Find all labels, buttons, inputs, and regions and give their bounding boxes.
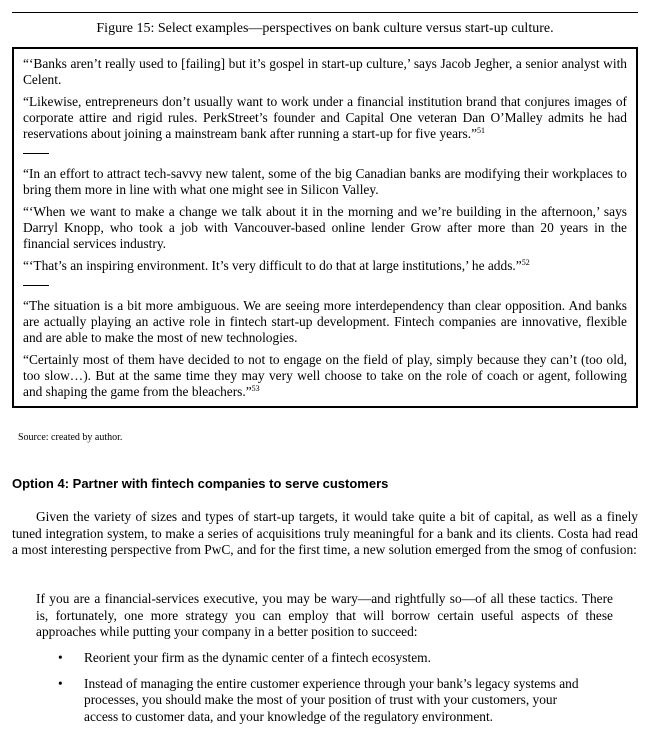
section-heading: Option 4: Partner with fintech companies to serve customers — [12, 476, 389, 491]
figure-source: Source: created by author. — [18, 432, 123, 443]
quote-paragraph: “‘When we want to make a change we talk about it in the morning and we’re building in the afternoon,’ says Darryl Knopp, who took a job with Vancouver-based online lender Grow after more than 20 years in the financial services industry. — [23, 204, 627, 251]
quote-paragraph: “Likewise, entrepreneurs don’t usually want to work under a financial institution brand that conjures images of corporate attire and rigid rules. PerkStreet’s founder and Capital One veteran Dan O’Malley admits he had reservations about joining a mainstream bank after running a start-up for five years.”$^{51}$ — [23, 94, 627, 141]
body-paragraph: Given the variety of sizes and types of start-up targets, it would take quite a bit of capital, as well as a finely tuned integration system, to make a series of acquisitions truly meaningful for a bank and its clients. Costa had read a most interesting perspective from PwC, and for the first time, a new solution emerged from the smog of confusion: — [12, 509, 638, 557]
figure-title: Figure 15: Select examples—perspectives on bank culture versus start-up culture. — [96, 21, 554, 36]
bullet-item: • Instead of managing the entire customer experience through your bank’s legacy systems and processes, you should make the most of your position of trust with your customers, your access to customer data, and your knowledge of the regulatory environment. — [58, 675, 579, 724]
quote-paragraph: “The situation is a bit more ambiguous. We are seeing more interdependency than clear opposition. And banks are actually playing an active role in fintech start-up development. Fintech companies are innovative, flexible and are able to make the most of new technologies. — [23, 298, 627, 345]
block-quote: If you are a financial-services executive, you may be wary—and rightfully so—of all these tactics. There is, fortunately, one more strategy you can employ that will borrow certain useful aspects of these approaches while putting your company in a better position to succeed: — [36, 591, 613, 639]
bullet-icon: • — [58, 675, 63, 691]
quote-separator — [23, 148, 627, 158]
quote-paragraph: “Certainly most of them have decided to not to engage on the field of play, simply because they can’t (too old, too slow…). But at the same time they may very well choose to take on the role of coach or agent, following and shaping the game from the bleachers.”$^{53}$ — [23, 352, 627, 399]
top-rule — [12, 12, 638, 13]
footnote-ref: 53 — [251, 384, 260, 393]
quote-paragraph: “‘That’s an inspiring environment. It’s very difficult to do that at large institutions,’ he adds.”$^{52}$ — [23, 258, 530, 273]
footnote-ref: 52 — [521, 258, 530, 267]
footnote-ref: 51 — [477, 126, 486, 135]
quote-paragraph: “In an effort to attract tech-savvy new talent, some of the big Canadian banks are modifying their workplaces to bring them more in line with what one might see in Silicon Valley. — [23, 166, 627, 197]
bullet-icon: • — [58, 650, 63, 665]
quote-separator — [23, 280, 627, 290]
quote-paragraph: “‘Banks aren’t really used to [failing] but it’s gospel in start-up culture,’ says Jacob Jegher, a senior analyst with Celent. — [23, 56, 627, 87]
bullet-list — [36, 650, 592, 734]
quote-box — [12, 47, 638, 408]
bullet-item: • Reorient your firm as the dynamic center of a fintech ecosystem. — [58, 650, 431, 665]
